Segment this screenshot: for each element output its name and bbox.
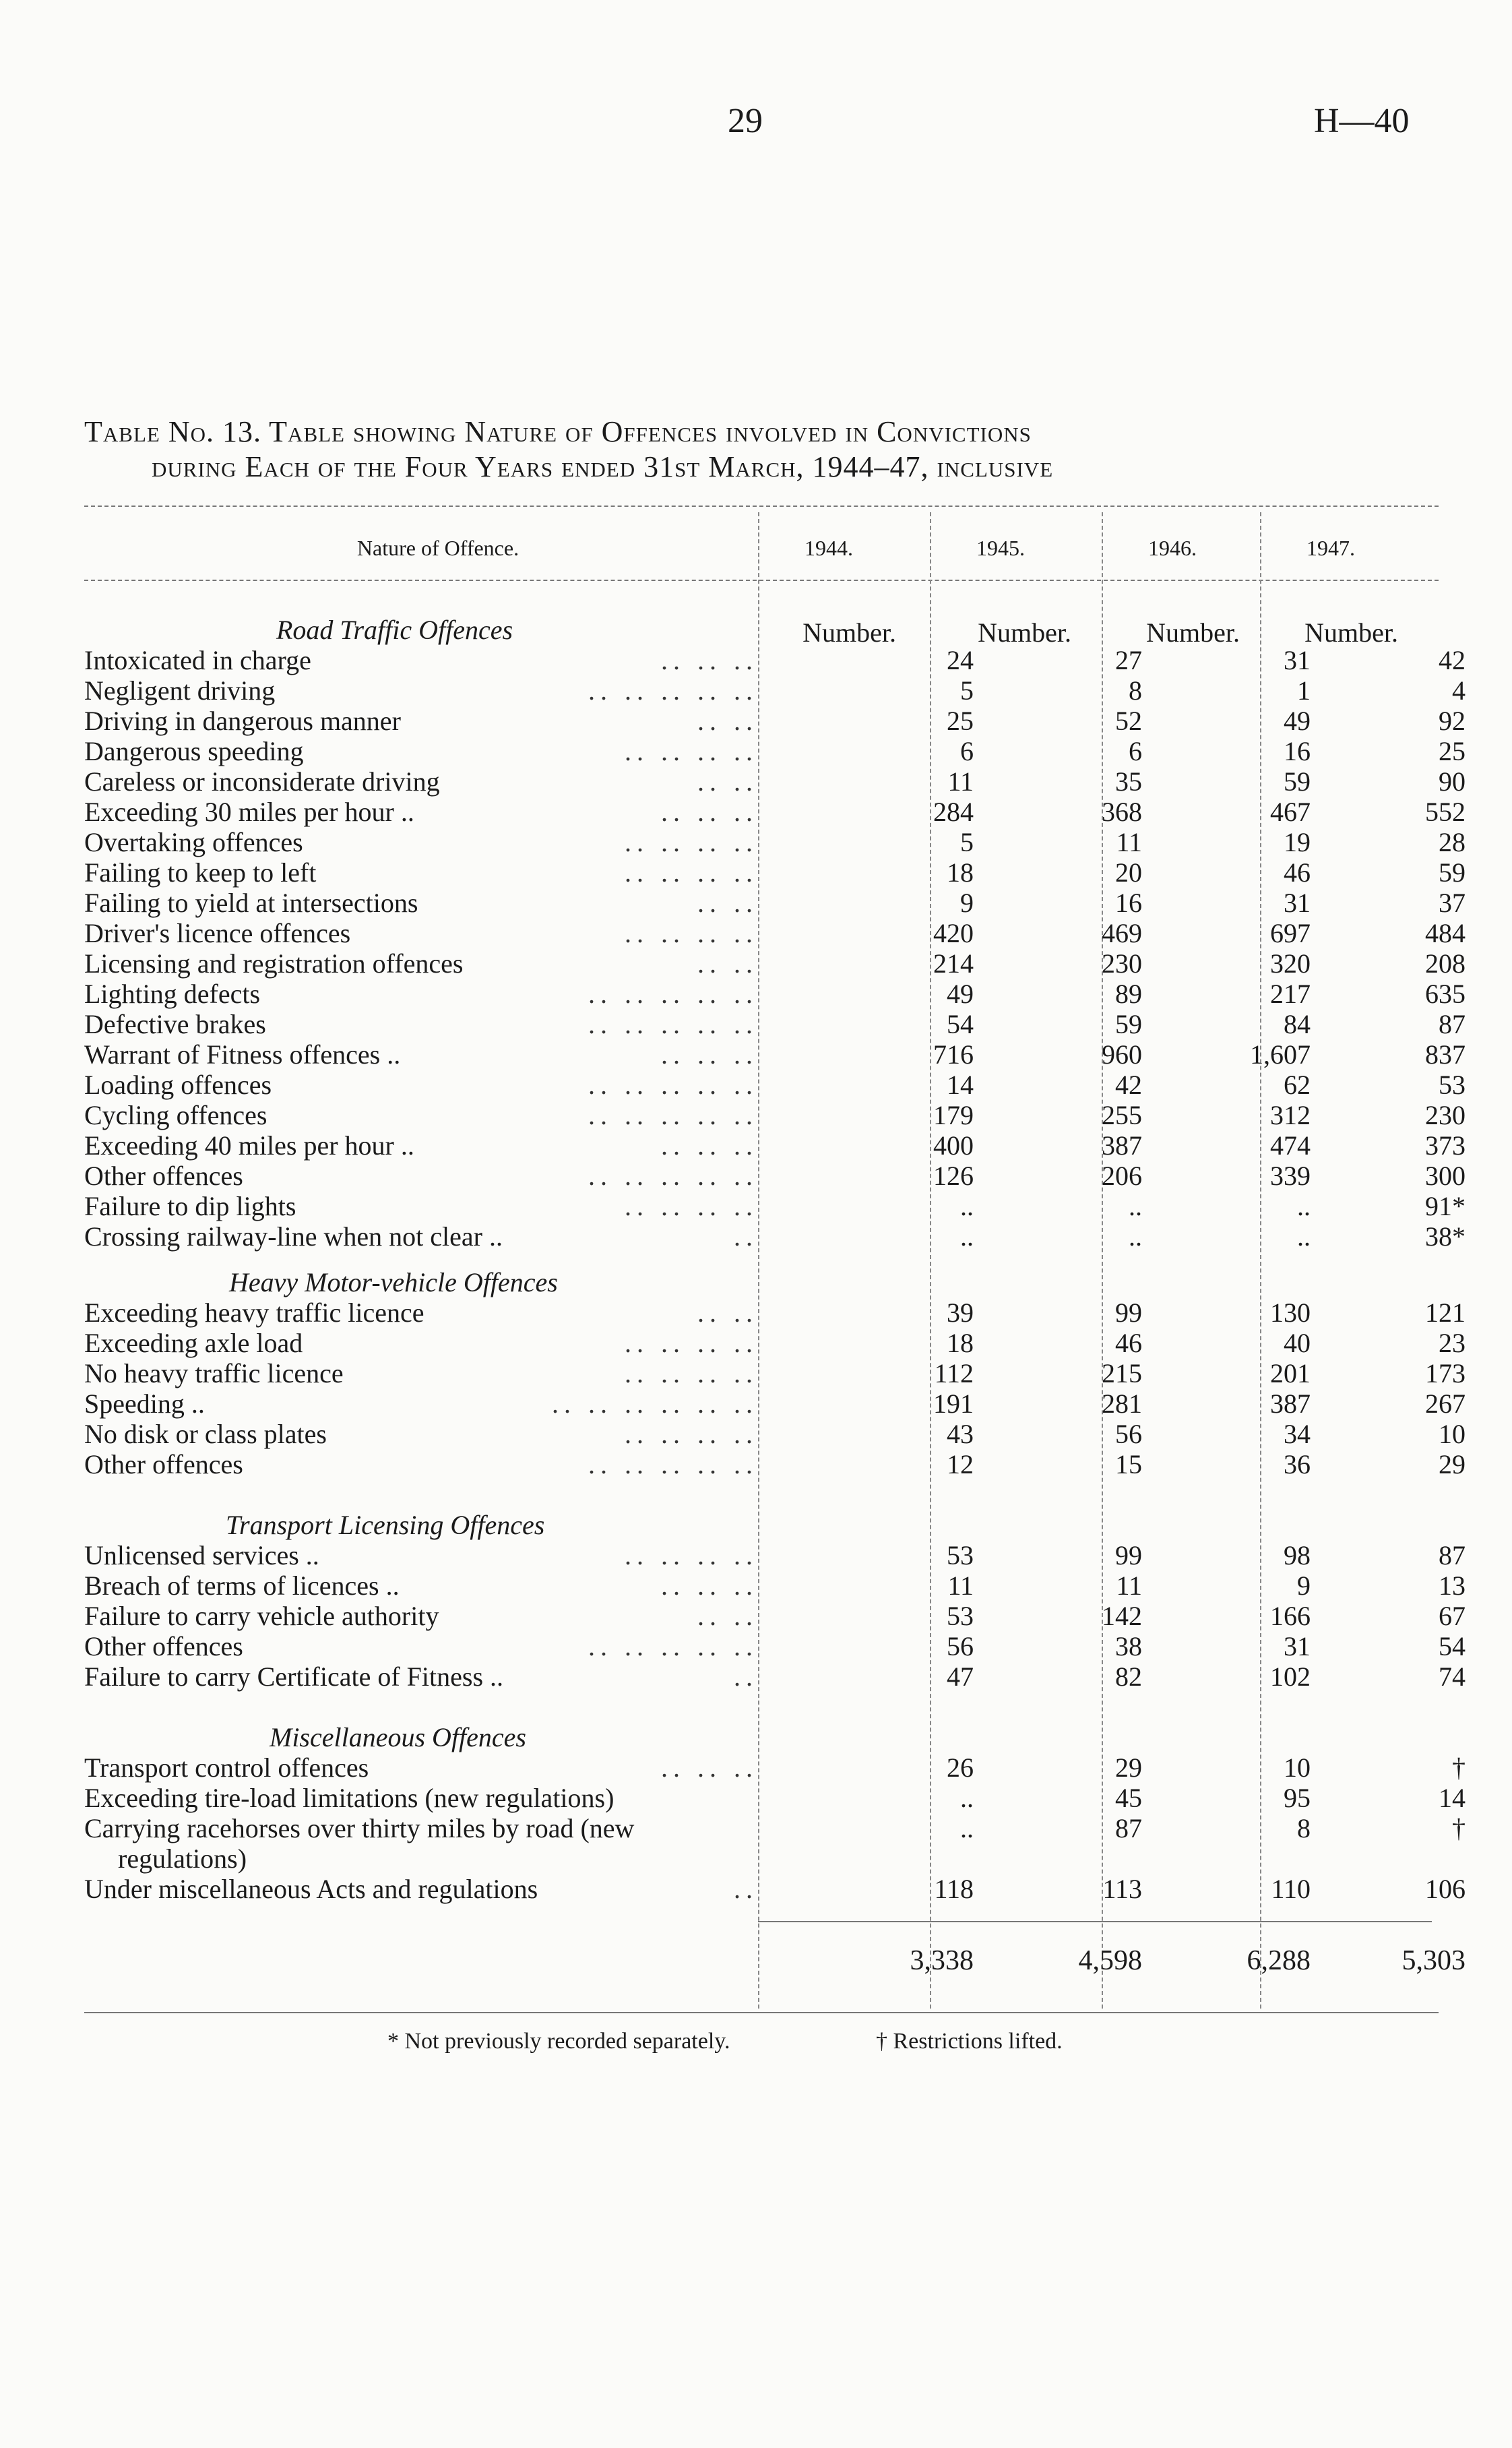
value-1947: 53 (1439, 1070, 1466, 1100)
value-1944: 420 (933, 918, 974, 948)
value-1944: 18 (947, 857, 974, 888)
offence-label-continued: regulations) (118, 1843, 247, 1874)
value-1947: 59 (1439, 857, 1466, 888)
leader-dots: .. .. .. .. (625, 918, 758, 948)
leader-dots: .. .. (697, 1601, 758, 1631)
value-1947: 106 (1425, 1874, 1466, 1904)
value-1945: 215 (1102, 1358, 1142, 1388)
value-1945: 82 (1115, 1661, 1142, 1692)
table-row (84, 1100, 1466, 1130)
value-1945: 29 (1115, 1752, 1142, 1783)
value-1946: 19 (1284, 827, 1311, 857)
offence-label: Warrant of Fitness offences .. (84, 1039, 401, 1070)
value-1947: 25 (1439, 736, 1466, 766)
offence-label: Dangerous speeding (84, 736, 304, 766)
leader-dots: .. .. .. .. (625, 1191, 758, 1221)
leader-dots: .. .. (697, 706, 758, 736)
leader-dots: .. .. .. (661, 797, 758, 827)
value-1945: 15 (1115, 1449, 1142, 1479)
table-row (84, 1388, 1466, 1419)
offence-label: Intoxicated in charge (84, 645, 311, 675)
table-row (84, 1161, 1466, 1191)
value-1947: 28 (1439, 827, 1466, 857)
offence-label: Exceeding axle load (84, 1328, 303, 1358)
value-1947: 230 (1425, 1100, 1466, 1130)
offence-label: Failure to carry Certificate of Fitness .. (84, 1661, 504, 1692)
value-1947: 635 (1425, 979, 1466, 1009)
column-header-1945: 1945. (976, 536, 1025, 560)
table-row (84, 1843, 1445, 1874)
total-1947: 5,303 (1401, 1945, 1466, 1976)
table-row (84, 827, 1466, 857)
table-row (84, 1009, 1466, 1039)
leader-dots: .. .. .. (661, 1752, 758, 1783)
leader-dots: .. .. .. .. .. (588, 1100, 758, 1130)
value-1947: 173 (1425, 1358, 1466, 1388)
unit-label-1946: Number. (1146, 617, 1240, 648)
value-1947: 29 (1439, 1449, 1466, 1479)
value-1946: 31 (1284, 1631, 1311, 1661)
table-row (84, 675, 1466, 706)
value-1945: 11 (1116, 1570, 1142, 1601)
offence-label: Other offences (84, 1449, 243, 1479)
table-bottom-rule (84, 2012, 1439, 2013)
value-1947: 67 (1439, 1601, 1466, 1631)
value-1946: 16 (1284, 736, 1311, 766)
value-1946: 59 (1284, 766, 1311, 797)
value-1945: .. (1129, 1191, 1142, 1221)
offence-label: No heavy traffic licence (84, 1358, 344, 1388)
table-row (84, 1297, 1466, 1328)
leader-dots: .. (734, 1874, 758, 1904)
totals-top-rule (758, 1921, 1432, 1922)
table-row (84, 797, 1466, 827)
value-1944: 118 (934, 1874, 974, 1904)
value-1945: 38 (1115, 1631, 1142, 1661)
value-1944: 25 (947, 706, 974, 736)
value-1944: 179 (933, 1100, 974, 1130)
value-1945: 35 (1115, 766, 1142, 797)
leader-dots: .. .. .. (661, 1039, 758, 1070)
value-1945: 960 (1102, 1039, 1142, 1070)
value-1944: 191 (933, 1388, 974, 1419)
value-1946: 8 (1297, 1813, 1311, 1843)
value-1945: 59 (1115, 1009, 1142, 1039)
offence-label: Exceeding heavy traffic licence (84, 1297, 424, 1328)
offence-label: Lighting defects (84, 979, 261, 1009)
value-1945: 52 (1115, 706, 1142, 736)
leader-dots: .. .. .. .. .. (588, 979, 758, 1009)
value-1944: .. (960, 1783, 974, 1813)
value-1944: 11 (947, 1570, 974, 1601)
column-header-nature: Nature of Offence. (356, 536, 519, 560)
leader-dots: .. (734, 1221, 758, 1252)
value-1945: .. (1129, 1221, 1142, 1252)
offence-label: Exceeding 30 miles per hour .. (84, 797, 414, 827)
leader-dots: .. .. .. .. (625, 1540, 758, 1570)
page-header (0, 101, 1512, 148)
value-1946: 320 (1270, 948, 1311, 979)
value-1947: 91* (1425, 1191, 1466, 1221)
value-1944: 53 (947, 1540, 974, 1570)
value-1945: 46 (1115, 1328, 1142, 1358)
value-1946: 217 (1270, 979, 1311, 1009)
table-row (84, 1540, 1466, 1570)
table-row (84, 1449, 1466, 1479)
value-1945: 113 (1102, 1874, 1142, 1904)
value-1946: 84 (1284, 1009, 1311, 1039)
value-1947: 74 (1439, 1661, 1466, 1692)
value-1945: 20 (1115, 857, 1142, 888)
value-1945: 16 (1115, 888, 1142, 918)
leader-dots: .. .. (697, 948, 758, 979)
value-1946: 130 (1270, 1297, 1311, 1328)
leader-dots: .. .. .. .. .. (588, 1070, 758, 1100)
value-1946: 62 (1284, 1070, 1311, 1100)
value-1945: 27 (1115, 645, 1142, 675)
table-row (84, 1191, 1466, 1221)
offence-label: No disk or class plates (84, 1419, 327, 1449)
header-top-rule (84, 506, 1439, 507)
offence-label: Transport control offences (84, 1752, 369, 1783)
table-row (84, 1752, 1466, 1783)
unit-label-1945: Number. (978, 617, 1071, 648)
table-row (84, 1601, 1466, 1631)
offence-label: Under miscellaneous Acts and regulations (84, 1874, 538, 1904)
offence-label: Breach of terms of licences .. (84, 1570, 400, 1601)
value-1947: 552 (1425, 797, 1466, 827)
leader-dots: .. .. .. .. (625, 1419, 758, 1449)
leader-dots: .. .. (697, 766, 758, 797)
value-1944: 14 (947, 1070, 974, 1100)
offence-label: Negligent driving (84, 675, 276, 706)
page-number: 29 (728, 102, 763, 140)
table-row (84, 1070, 1466, 1100)
leader-dots: .. (734, 1661, 758, 1692)
value-1945: 99 (1115, 1540, 1142, 1570)
value-1944: .. (960, 1813, 974, 1843)
value-1947: 23 (1439, 1328, 1466, 1358)
leader-dots: .. .. .. .. .. (588, 1161, 758, 1191)
value-1944: 43 (947, 1419, 974, 1449)
unit-label-1944: Number. (802, 617, 896, 648)
table-row (84, 1783, 1466, 1813)
table-row (84, 1039, 1466, 1070)
value-1947: 14 (1439, 1783, 1466, 1813)
value-1946: .. (1297, 1221, 1311, 1252)
value-1947: 87 (1439, 1009, 1466, 1039)
value-1944: 11 (947, 766, 974, 797)
leader-dots: .. .. .. .. .. (588, 1631, 758, 1661)
column-header-1947: 1947. (1306, 536, 1355, 560)
offence-label: Driving in dangerous manner (84, 706, 401, 736)
value-1947: 4 (1452, 675, 1466, 706)
offence-label: Failure to carry vehicle authority (84, 1601, 439, 1631)
leader-dots: .. .. .. (661, 1570, 758, 1601)
value-1944: 716 (933, 1039, 974, 1070)
offence-label: Careless or inconsiderate driving (84, 766, 440, 797)
leader-dots: .. .. .. .. .. (588, 1009, 758, 1039)
value-1946: 40 (1284, 1328, 1311, 1358)
value-1944: 53 (947, 1601, 974, 1631)
offence-label: Speeding .. (84, 1388, 205, 1419)
table-title (84, 415, 1459, 485)
value-1946: 31 (1284, 645, 1311, 675)
value-1947: 837 (1425, 1039, 1466, 1070)
value-1945: 99 (1115, 1297, 1142, 1328)
value-1944: 400 (933, 1130, 974, 1161)
value-1946: 339 (1270, 1161, 1311, 1191)
table-row (84, 979, 1466, 1009)
offence-label: Other offences (84, 1161, 243, 1191)
value-1946: 474 (1270, 1130, 1311, 1161)
offence-label: Exceeding tire-load limitations (new regulations) (84, 1783, 615, 1813)
table-row (84, 645, 1466, 675)
table-row (84, 1419, 1466, 1449)
value-1947: 38* (1425, 1221, 1466, 1252)
value-1945: 281 (1102, 1388, 1142, 1419)
header-bottom-rule (84, 580, 1439, 581)
value-1945: 387 (1102, 1130, 1142, 1161)
section-heading-heavy-motor-vehicle: Heavy Motor-vehicle Offences (229, 1267, 558, 1297)
offence-label: Licensing and registration offences (84, 948, 464, 979)
table-row (84, 1813, 1466, 1843)
value-1944: 284 (933, 797, 974, 827)
value-1945: 87 (1115, 1813, 1142, 1843)
total-1946: 6,288 (1247, 1945, 1311, 1976)
table-row (84, 1661, 1466, 1692)
value-1947: 54 (1439, 1631, 1466, 1661)
table-row (84, 736, 1466, 766)
value-1946: 98 (1284, 1540, 1311, 1570)
value-1946: 95 (1284, 1783, 1311, 1813)
value-1944: 5 (960, 827, 974, 857)
value-1946: 201 (1270, 1358, 1311, 1388)
value-1944: 126 (933, 1161, 974, 1191)
offence-label: Failure to dip lights (84, 1191, 296, 1221)
value-1945: 11 (1116, 827, 1142, 857)
value-1946: 467 (1270, 797, 1311, 827)
value-1946: 31 (1284, 888, 1311, 918)
value-1945: 230 (1102, 948, 1142, 979)
offence-label: Exceeding 40 miles per hour .. (84, 1130, 414, 1161)
value-1944: 39 (947, 1297, 974, 1328)
table-row (84, 888, 1466, 918)
value-1945: 45 (1115, 1783, 1142, 1813)
value-1947: 300 (1425, 1161, 1466, 1191)
value-1946: 1 (1297, 675, 1311, 706)
value-1947: 267 (1425, 1388, 1466, 1419)
value-1947: † (1452, 1813, 1466, 1843)
value-1944: .. (960, 1191, 974, 1221)
value-1944: 18 (947, 1328, 974, 1358)
table-row (84, 1874, 1466, 1904)
leader-dots: .. .. (697, 888, 758, 918)
total-1944: 3,338 (910, 1945, 974, 1976)
value-1945: 469 (1102, 918, 1142, 948)
value-1946: 312 (1270, 1100, 1311, 1130)
value-1947: 92 (1439, 706, 1466, 736)
column-header-1944: 1944. (805, 536, 853, 560)
leader-dots: .. .. .. .. .. (588, 675, 758, 706)
column-header-1946: 1946. (1148, 536, 1197, 560)
document-reference: H—40 (1314, 102, 1410, 140)
table-row (84, 1358, 1466, 1388)
value-1946: 387 (1270, 1388, 1311, 1419)
offence-label: Crossing railway-line when not clear .. (84, 1221, 503, 1252)
leader-dots: .. .. .. .. (625, 827, 758, 857)
value-1946: .. (1297, 1191, 1311, 1221)
value-1944: 214 (933, 948, 974, 979)
value-1945: 6 (1129, 736, 1142, 766)
value-1945: 142 (1102, 1601, 1142, 1631)
offence-label: Loading offences (84, 1070, 272, 1100)
value-1945: 368 (1102, 797, 1142, 827)
table-row (84, 1328, 1466, 1358)
value-1946: 1,607 (1250, 1039, 1311, 1070)
value-1944: 112 (934, 1358, 974, 1388)
value-1946: 49 (1284, 706, 1311, 736)
value-1944: 12 (947, 1449, 974, 1479)
offence-label: Other offences (84, 1631, 243, 1661)
leader-dots: .. .. .. .. .. .. (552, 1388, 758, 1419)
value-1946: 166 (1270, 1601, 1311, 1631)
value-1946: 102 (1270, 1661, 1311, 1692)
value-1947: 90 (1439, 766, 1466, 797)
value-1946: 34 (1284, 1419, 1311, 1449)
value-1945: 8 (1129, 675, 1142, 706)
table-row (84, 766, 1466, 797)
table-row (84, 948, 1466, 979)
section-heading-road-traffic: Road Traffic Offences (276, 615, 513, 645)
value-1944: 54 (947, 1009, 974, 1039)
offence-label: Overtaking offences (84, 827, 303, 857)
value-1945: 89 (1115, 979, 1142, 1009)
table-row (84, 1631, 1466, 1661)
value-1946: 9 (1297, 1570, 1311, 1601)
offence-label: Carrying racehorses over thirty miles by road (new (84, 1813, 635, 1843)
offence-label: Unlicensed services .. (84, 1540, 319, 1570)
value-1944: 6 (960, 736, 974, 766)
table-row (84, 857, 1466, 888)
footnote-dagger: † Restrictions lifted. (876, 2029, 1063, 2054)
value-1945: 206 (1102, 1161, 1142, 1191)
table-row (84, 1221, 1466, 1252)
table-row (84, 706, 1466, 736)
value-1944: 9 (960, 888, 974, 918)
section-heading-miscellaneous: Miscellaneous Offences (270, 1722, 526, 1752)
offence-label: Driver's licence offences (84, 918, 351, 948)
value-1947: 10 (1439, 1419, 1466, 1449)
table-row (84, 1130, 1466, 1161)
value-1944: .. (960, 1221, 974, 1252)
leader-dots: .. .. .. .. .. (588, 1449, 758, 1479)
table-title-line-2: during Each of the Four Years ended 31st March, 1944–47, inclusive (152, 450, 1054, 483)
section-heading-transport-licensing: Transport Licensing Offences (226, 1510, 545, 1540)
value-1944: 56 (947, 1631, 974, 1661)
value-1946: 46 (1284, 857, 1311, 888)
total-1945: 4,598 (1078, 1945, 1142, 1976)
offence-label: Defective brakes (84, 1009, 266, 1039)
value-1944: 49 (947, 979, 974, 1009)
value-1944: 47 (947, 1661, 974, 1692)
value-1947: 373 (1425, 1130, 1466, 1161)
offence-label: Cycling offences (84, 1100, 267, 1130)
value-1947: 42 (1439, 645, 1466, 675)
offence-label: Failing to yield at intersections (84, 888, 418, 918)
leader-dots: .. .. .. .. (625, 736, 758, 766)
value-1947: 37 (1439, 888, 1466, 918)
offence-label: Failing to keep to left (84, 857, 317, 888)
value-1945: 255 (1102, 1100, 1142, 1130)
table-row (84, 918, 1466, 948)
footnote-asterisk: * Not previously recorded separately. (387, 2029, 730, 2054)
value-1947: 13 (1439, 1570, 1466, 1601)
value-1945: 56 (1115, 1419, 1142, 1449)
value-1944: 5 (960, 675, 974, 706)
value-1947: 208 (1425, 948, 1466, 979)
value-1946: 110 (1271, 1874, 1311, 1904)
leader-dots: .. .. .. .. (625, 857, 758, 888)
value-1946: 697 (1270, 918, 1311, 948)
value-1947: † (1452, 1752, 1466, 1783)
value-1947: 484 (1425, 918, 1466, 948)
value-1946: 36 (1284, 1449, 1311, 1479)
leader-dots: .. .. .. .. (625, 1358, 758, 1388)
table-title-line-1: Table No. 13. Table showing Nature of Offences involved in Convictions (84, 415, 1032, 448)
unit-label-1947: Number. (1304, 617, 1398, 648)
leader-dots: .. .. .. .. (625, 1328, 758, 1358)
leader-dots: .. .. .. (661, 645, 758, 675)
leader-dots: .. .. .. (661, 1130, 758, 1161)
value-1947: 87 (1439, 1540, 1466, 1570)
value-1944: 24 (947, 645, 974, 675)
table-row (84, 1570, 1466, 1601)
value-1945: 42 (1115, 1070, 1142, 1100)
totals-row (84, 1945, 1466, 1978)
value-1947: 121 (1425, 1297, 1466, 1328)
leader-dots: .. .. (697, 1297, 758, 1328)
value-1946: 10 (1284, 1752, 1311, 1783)
value-1944: 26 (947, 1752, 974, 1783)
